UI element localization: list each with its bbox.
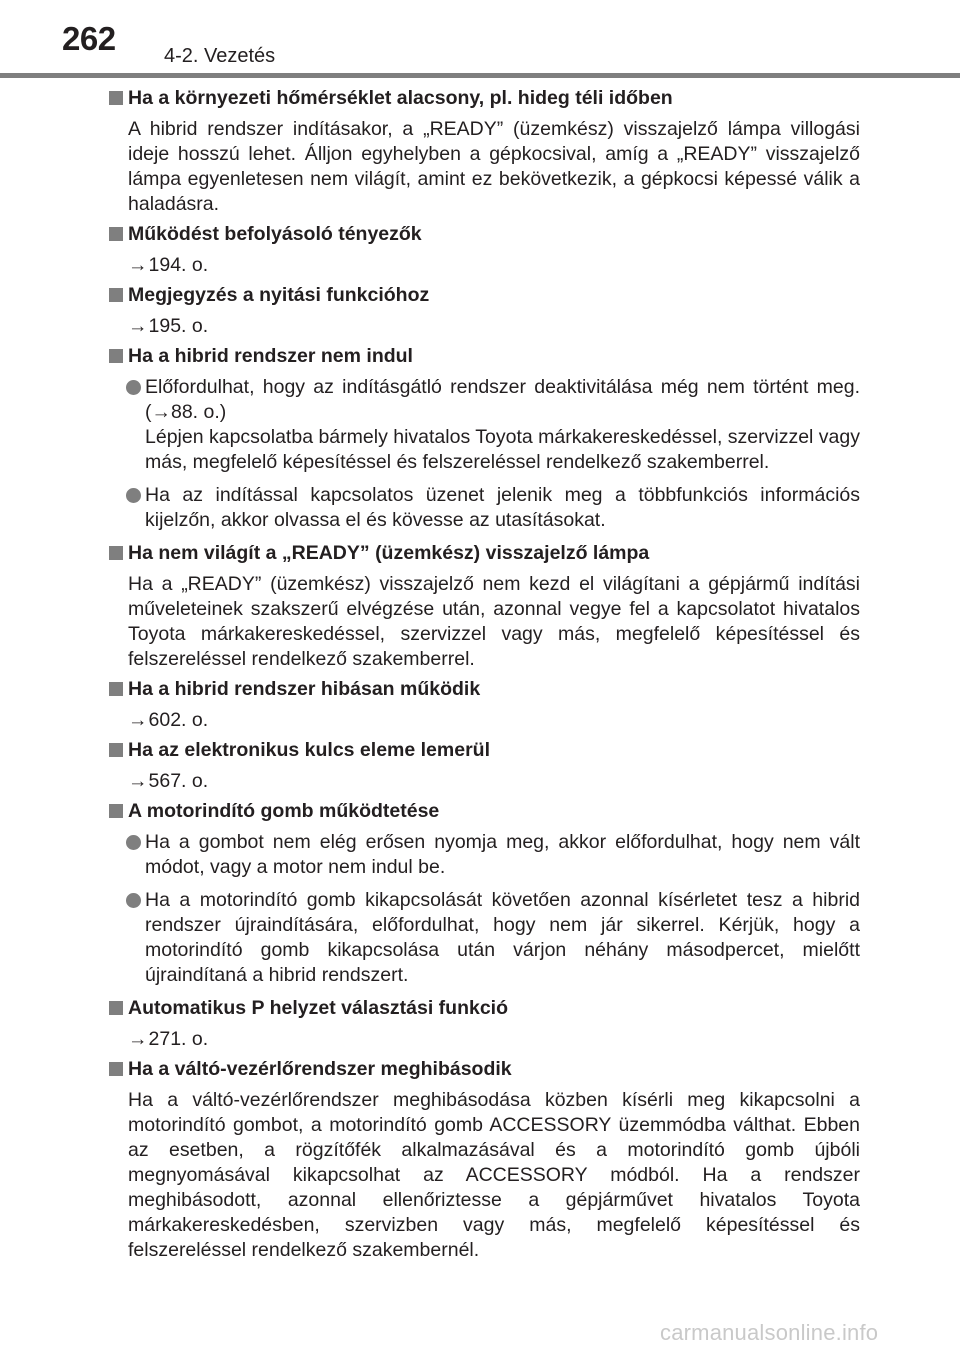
section: [100, 677, 860, 733]
section-heading: [100, 222, 860, 247]
page-reference-text: 195. o.: [148, 315, 209, 337]
square-bullet-icon: [109, 288, 123, 302]
header-rule: [0, 73, 960, 78]
body-paragraph: A hibrid rendszer indításakor, a „READY” (üzemkész) visszajelző lámpa villogási ideje hosszú lehet. Álljon egyhelyben a gépkocsival, amíg a „READY” visszajelző lámpa egyenletesen nem világít, amint ez bekövetkezik, a gépkocsi képessé válik a haladásra.: [128, 118, 860, 215]
page-reference: [100, 769, 860, 794]
watermark-text: carmanualsonline.info: [660, 1320, 879, 1345]
arrow-right-icon: →: [128, 709, 148, 731]
page-reference-text: 271. o.: [148, 1028, 209, 1050]
bullet-text: Ha a motorindító gomb kikapcsolását követően azonnal kísérletet tesz a hibrid rendszer újraindítására, előfordulhat, hogy nem jár sikerrel. Kérjük, hogy a motorindító gomb kikapcsolása után várjon néhány másodpercet, mielőtt újraindítaná a hibrid rendszert.: [145, 889, 860, 986]
section-heading: [100, 86, 860, 111]
square-bullet-icon: [109, 682, 123, 696]
section-heading: [100, 1057, 860, 1082]
page-reference-text: 194. o.: [148, 254, 209, 276]
section: [100, 222, 860, 278]
page-content: [100, 86, 860, 1268]
square-bullet-icon: [109, 1001, 123, 1015]
section-heading: [100, 738, 860, 763]
page-reference-text: 567. o.: [148, 770, 209, 792]
section-heading: [100, 283, 860, 308]
arrow-right-icon: →: [128, 1028, 148, 1050]
page-reference: [100, 708, 860, 733]
body-paragraph: Ha a „READY” (üzemkész) visszajelző nem kezd el világítani a gépjármű indítási műveleteinek szakszerű elvégzése után, azonnal vegye fel a kapcsolatot hivatalos Toyota márkakereskedéssel, szervizzel vagy más, megfelelő képesítéssel és felszereléssel rendelkező szakemberrel.: [128, 573, 860, 670]
bullet-text: Ha az indítással kapcsolatos üzenet jelenik meg a többfunkciós információs kijelzőn, akkor olvassa el és kövesse az utasításokat.: [145, 484, 860, 531]
body-paragraph: Ha a váltó-vezérlőrendszer meghibásodása közben kísérli meg kikapcsolni a motorindító gombot, a motorindító gomb ACCESSORY üzemmódba válthat. Ebben az esetben, a rögzítőfék alkalmazásával és a motorindító gomb újbóli megnyomásával kikapcsolhat az ACCESSORY módból. Ha a rendszer meghibásodott, azonnal ellenőriztesse a gépjárművet hivatalos Toyota márkakereskedésben, szervizben vagy más, megfelelő képesítéssel és felszereléssel rendelkező szakembernél.: [128, 1089, 860, 1261]
square-bullet-icon: [109, 743, 123, 757]
bullet-text: Ha a gombot nem elég erősen nyomja meg, akkor előfordulhat, hogy nem vált módot, vagy a motor nem indul be.: [145, 831, 860, 878]
arrow-right-icon: →: [128, 770, 148, 792]
bullet-item: [100, 375, 860, 475]
section: [100, 541, 860, 672]
page-number: 262: [62, 20, 116, 57]
section: [100, 1057, 860, 1263]
square-bullet-icon: [109, 349, 123, 363]
square-bullet-icon: [109, 227, 123, 241]
circle-bullet-icon: [126, 893, 141, 908]
arrow-right-icon: →: [128, 254, 148, 276]
chapter-title: 4-2. Vezetés: [164, 45, 276, 67]
square-bullet-icon: [109, 91, 123, 105]
section-heading: [100, 996, 860, 1021]
page-header: [0, 0, 960, 80]
section-heading-text: Ha a hibrid rendszer nem indul: [128, 345, 413, 367]
section-heading-text: A motorindító gomb működtetése: [128, 800, 440, 822]
section-heading: [100, 799, 860, 824]
square-bullet-icon: [109, 546, 123, 560]
page-reference: [100, 1027, 860, 1052]
bullet-item: [100, 483, 860, 533]
section-heading: [100, 677, 860, 702]
bullet-item: [100, 888, 860, 988]
section-heading-text: Ha a környezeti hőmérséklet alacsony, pl. hideg téli időben: [128, 87, 673, 109]
bullet-text: Előfordulhat, hogy az indításgátló rendszer deaktivitálása még nem történt meg. (→88. o.) Lépjen kapcsolatba bármely hivatalos Toyota márkakereskedéssel, szervizzel vagy más, megfelelő képesítéssel és felszereléssel rendelkező szakemberrel.: [145, 376, 860, 473]
circle-bullet-icon: [126, 488, 141, 503]
bullet-item: [100, 830, 860, 880]
square-bullet-icon: [109, 804, 123, 818]
arrow-right-icon: →: [128, 315, 148, 337]
section-heading-text: Ha nem világít a „READY” (üzemkész) visszajelző lámpa: [128, 542, 650, 564]
page-reference: [100, 314, 860, 339]
section: [100, 738, 860, 794]
section-heading: [100, 541, 860, 566]
section: [100, 996, 860, 1052]
section-heading-text: Ha a hibrid rendszer hibásan működik: [128, 678, 481, 700]
circle-bullet-icon: [126, 835, 141, 850]
section-heading-text: Működést befolyásoló tényezők: [128, 223, 422, 245]
page-reference: [100, 253, 860, 278]
section-heading-text: Ha a váltó-vezérlőrendszer meghibásodik: [128, 1058, 512, 1080]
section: [100, 283, 860, 339]
section: [100, 799, 860, 988]
section-heading-text: Megjegyzés a nyitási funkcióhoz: [128, 284, 430, 306]
section-heading: [100, 344, 860, 369]
page-reference-text: 602. o.: [148, 709, 209, 731]
section: [100, 86, 860, 217]
square-bullet-icon: [109, 1062, 123, 1076]
section-heading-text: Automatikus P helyzet választási funkció: [128, 997, 509, 1019]
circle-bullet-icon: [126, 380, 141, 395]
section-heading-text: Ha az elektronikus kulcs eleme lemerül: [128, 739, 491, 761]
section: [100, 344, 860, 533]
